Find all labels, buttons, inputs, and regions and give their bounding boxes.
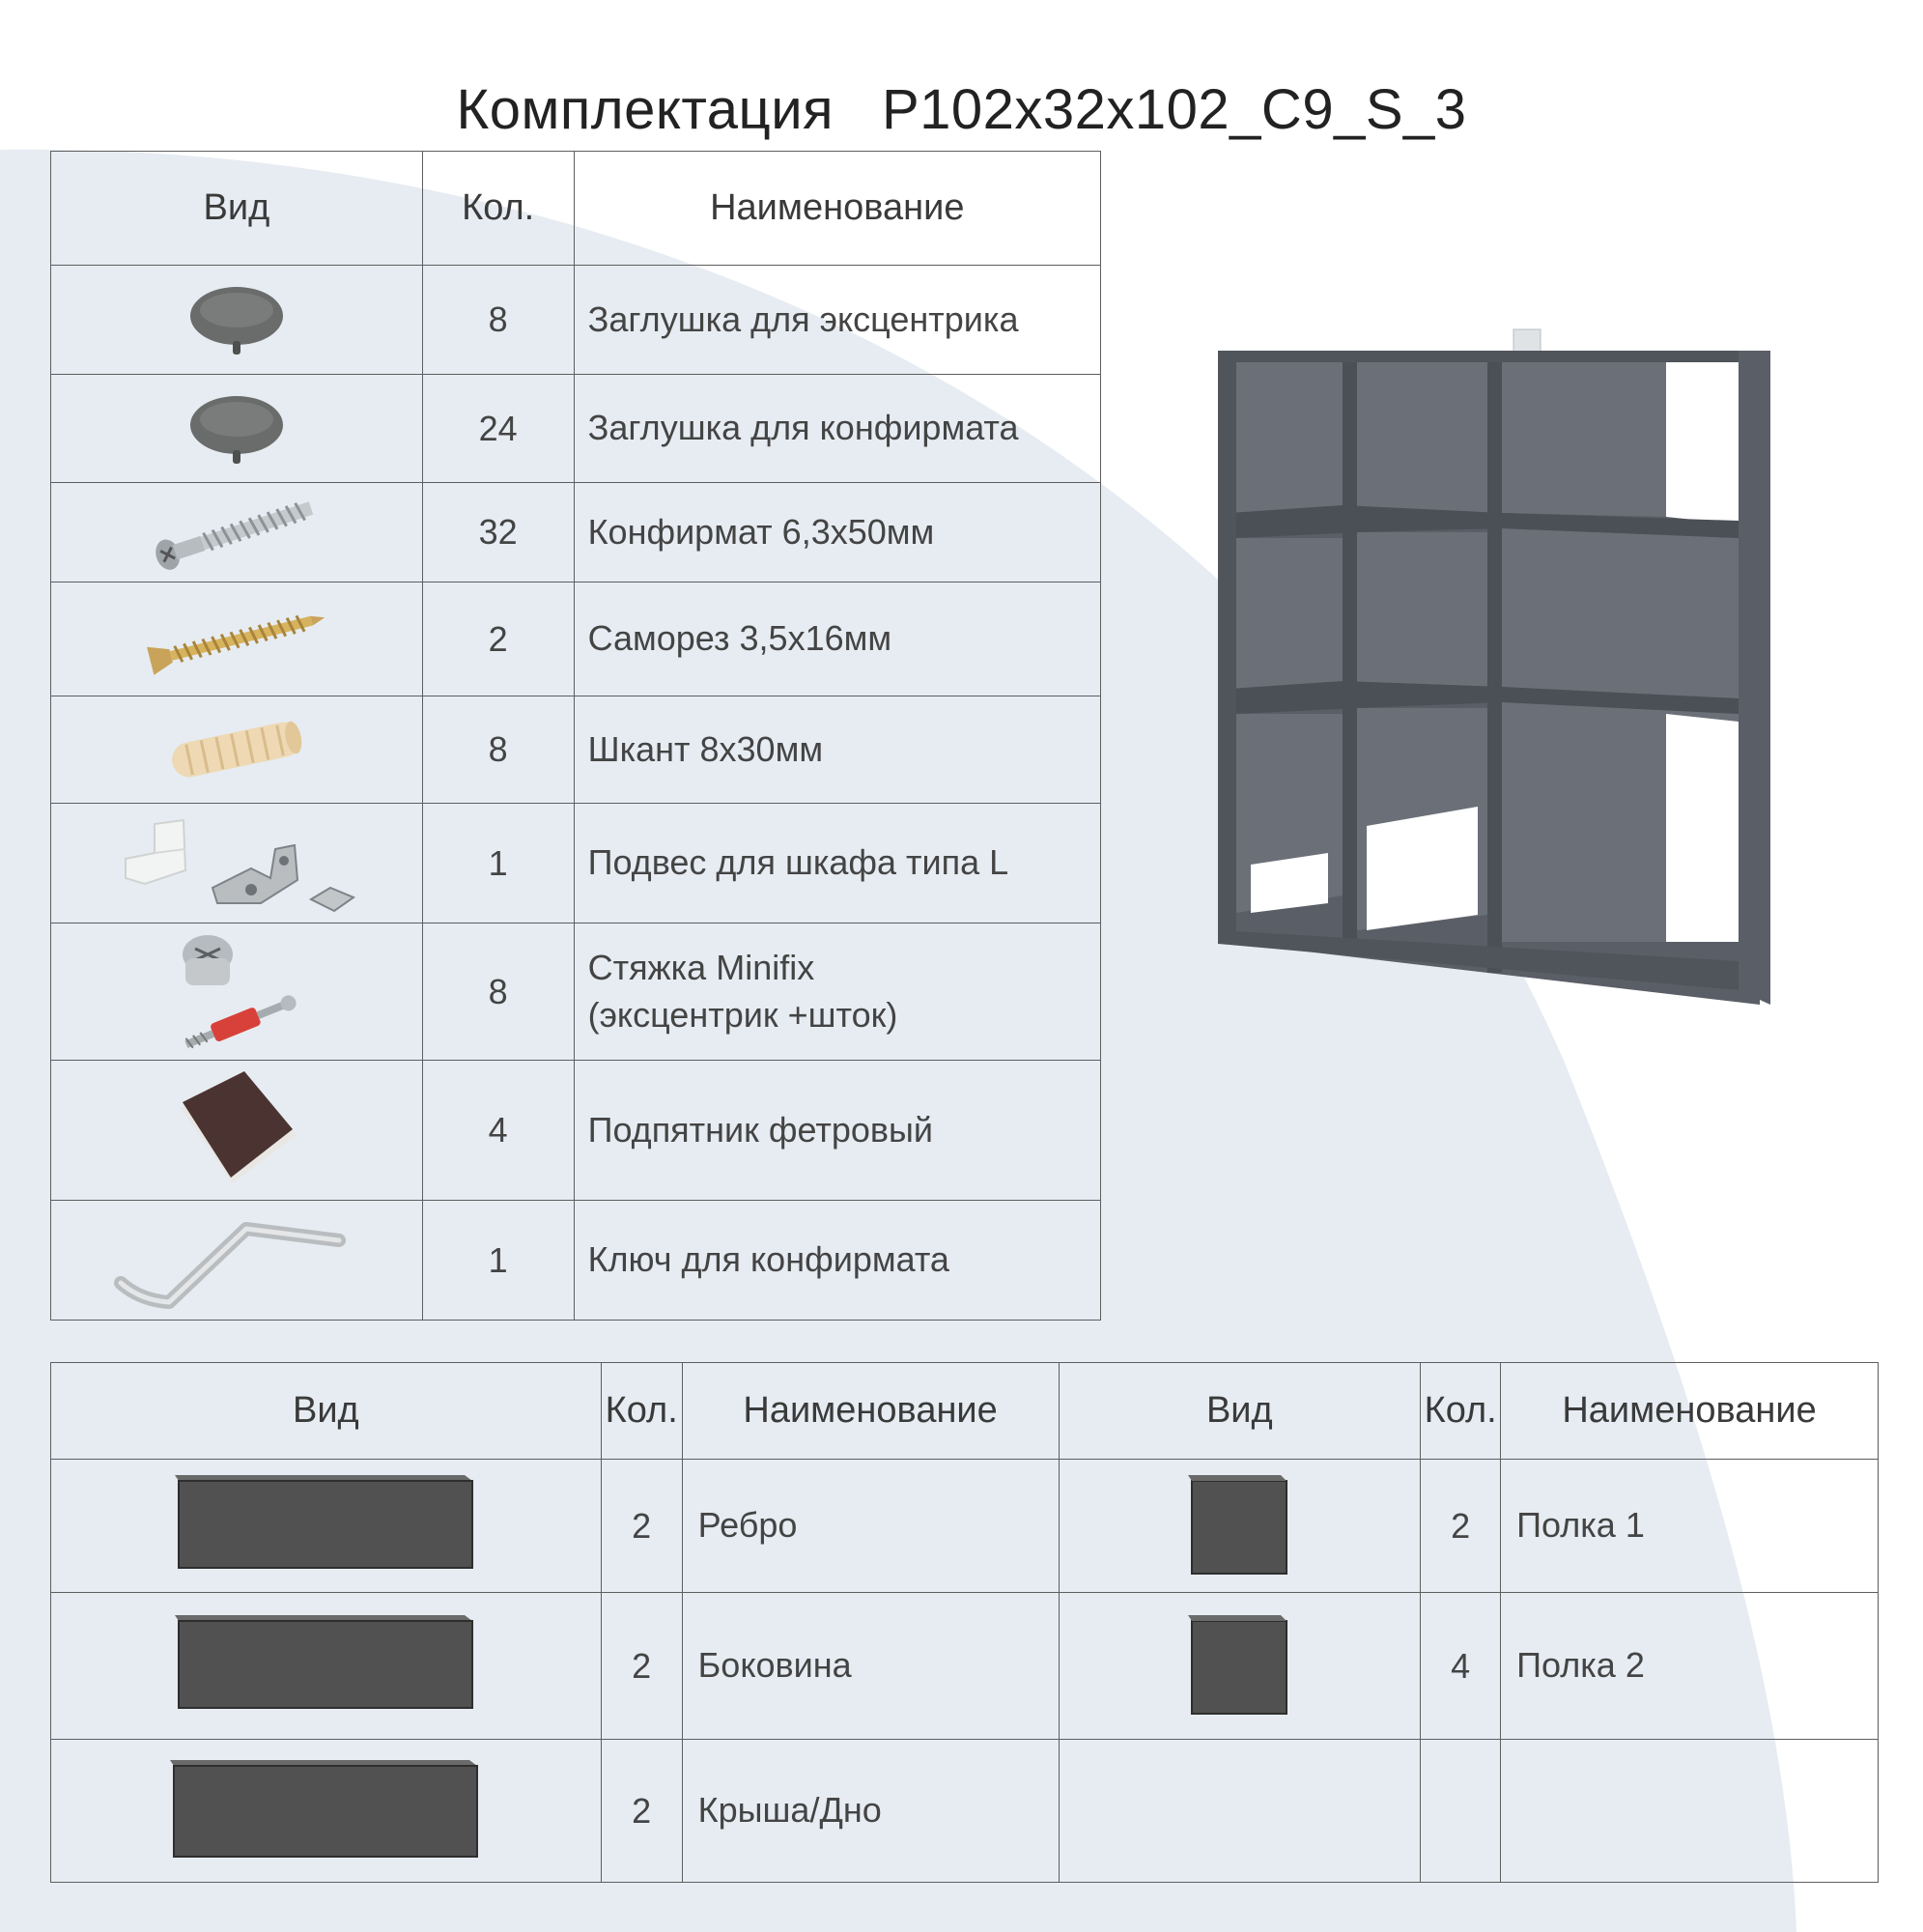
hex-key-icon [111, 1208, 362, 1314]
qty-cell: 32 [422, 483, 574, 582]
table-row [51, 375, 1101, 483]
table-row [51, 923, 1101, 1061]
table-row [51, 582, 1101, 696]
name-cell [574, 923, 1100, 1061]
name-cell: Ребро [682, 1460, 1059, 1593]
table-row [51, 483, 1101, 582]
header-name: Наименование [574, 152, 1100, 266]
eccentric-cap-icon [184, 281, 290, 358]
name-cell: Ключ для конфирмата [574, 1201, 1100, 1321]
page-title [0, 77, 1923, 142]
panel-square-icon [1186, 1473, 1292, 1579]
panel-long-icon [171, 1613, 480, 1719]
header-view: Вид [51, 152, 423, 266]
name-cell: Полка 2 [1501, 1593, 1879, 1740]
name-line1: Стяжка Minifix [587, 947, 815, 987]
confirmat-screw-icon [145, 494, 328, 571]
confirmat-cap-icon [184, 390, 290, 468]
name-cell: Заглушка для конфирмата [574, 375, 1100, 483]
wood-screw-icon [140, 596, 333, 683]
qty-cell: 2 [601, 1593, 682, 1740]
header-qty: Кол. [601, 1363, 682, 1460]
panel-long-icon [166, 1758, 485, 1864]
qty-cell: 8 [422, 266, 574, 375]
name-cell: Саморез 3,5х16мм [574, 582, 1100, 696]
header-qty-right: Кол. [1421, 1363, 1501, 1460]
table-row [51, 1460, 1879, 1593]
qty-cell: 1 [422, 804, 574, 923]
table-row [51, 804, 1101, 923]
qty-cell: 8 [422, 696, 574, 804]
name-cell: Подпятник фетровый [574, 1061, 1100, 1201]
qty-cell: 1 [422, 1201, 574, 1321]
header-qty: Кол. [422, 152, 574, 266]
qty-cell: 4 [1421, 1593, 1501, 1740]
shelf-product-image [1212, 324, 1772, 1005]
name-cell: Заглушка для эксцентрика [574, 266, 1100, 375]
name-cell: Крыша/Дно [682, 1740, 1059, 1883]
qty-cell: 2 [422, 582, 574, 696]
table-row [51, 696, 1101, 804]
name-cell: Подвес для шкафа типа L [574, 804, 1100, 923]
panels-table [50, 1362, 1879, 1883]
empty-cell [1421, 1740, 1501, 1883]
header-name: Наименование [682, 1363, 1059, 1460]
table-row [51, 1201, 1101, 1321]
table-header-row [51, 152, 1101, 266]
dowel-icon [159, 711, 314, 788]
qty-cell: 2 [1421, 1460, 1501, 1593]
table-row [51, 266, 1101, 375]
empty-cell [1059, 1740, 1421, 1883]
name-cell: Шкант 8х30мм [574, 696, 1100, 804]
hardware-table [50, 151, 1101, 1321]
title-model: P102x32x102_C9_S_3 [881, 78, 1467, 141]
qty-cell: 4 [422, 1061, 574, 1201]
header-view-right: Вид [1059, 1363, 1421, 1460]
cabinet-hanger-icon [106, 810, 367, 917]
name-cell: Полка 1 [1501, 1460, 1879, 1593]
title-label: Комплектация [456, 78, 834, 141]
qty-cell: 2 [601, 1740, 682, 1883]
header-view: Вид [51, 1363, 602, 1460]
qty-cell: 8 [422, 923, 574, 1061]
name-cell: Боковина [682, 1593, 1059, 1740]
empty-cell [1501, 1740, 1879, 1883]
name-cell: Конфирмат 6,3х50мм [574, 483, 1100, 582]
qty-cell: 24 [422, 375, 574, 483]
table-row [51, 1593, 1879, 1740]
felt-pad-icon [169, 1067, 304, 1193]
panel-square-icon [1186, 1613, 1292, 1719]
panel-long-icon [171, 1473, 480, 1579]
table-row [51, 1061, 1101, 1201]
qty-cell: 2 [601, 1460, 682, 1593]
table-row [51, 1740, 1879, 1883]
minifix-icon [164, 929, 309, 1055]
table-header-row [51, 1363, 1879, 1460]
name-line2: (эксцентрик +шток) [587, 994, 898, 1035]
header-name-right: Наименование [1501, 1363, 1879, 1460]
